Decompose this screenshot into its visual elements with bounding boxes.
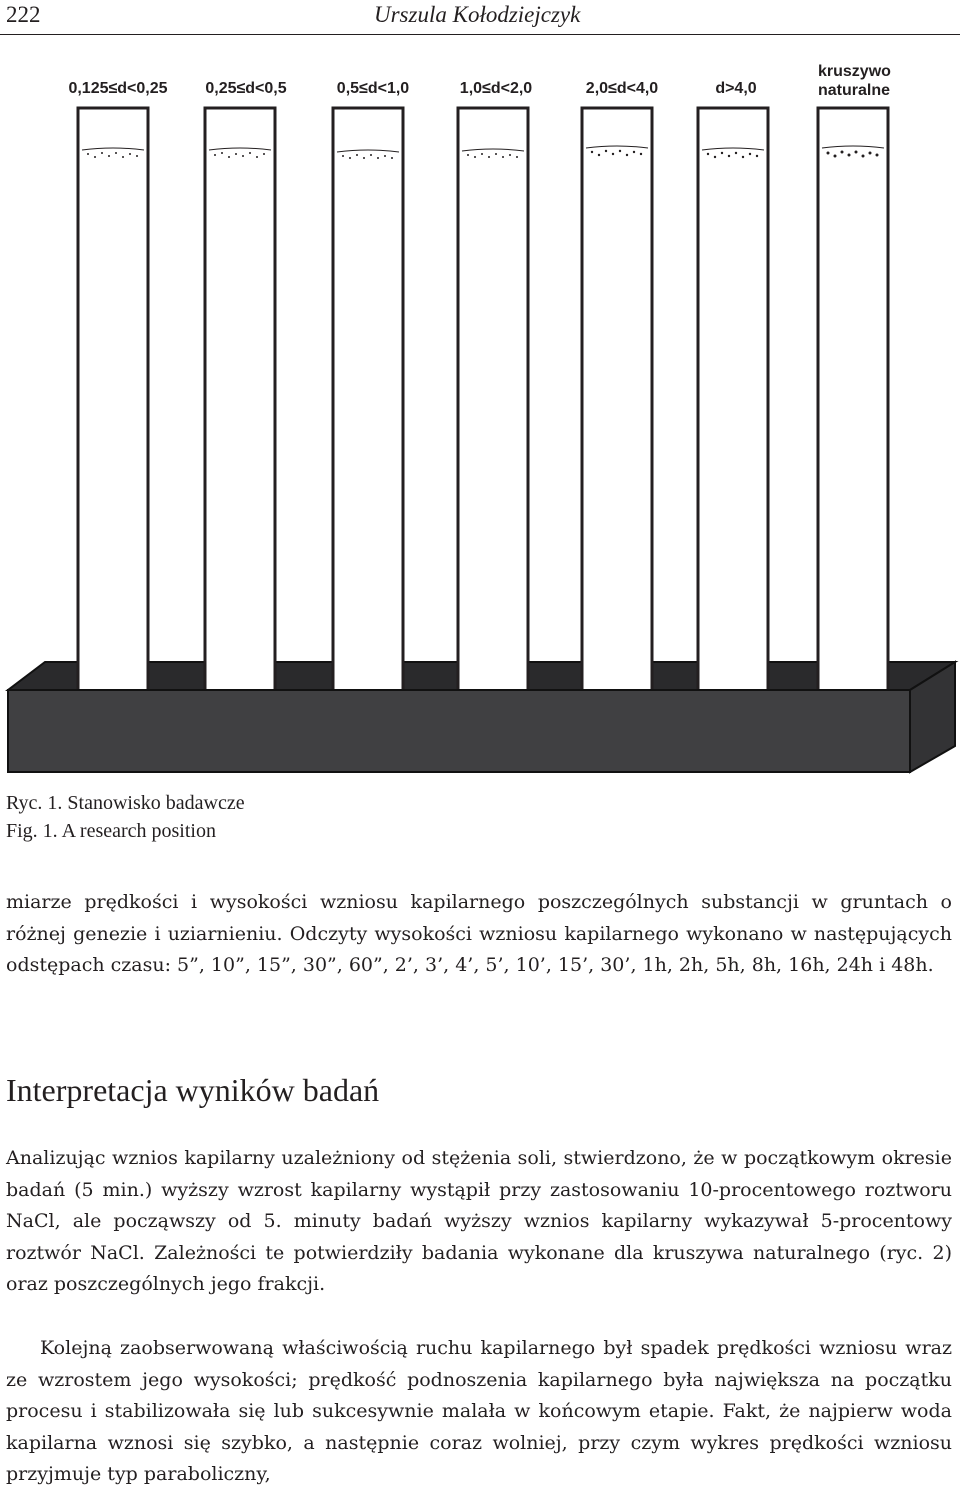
tube-label-7-line-1: kruszywo: [818, 63, 891, 80]
body-paragraph: Analizując wznios kapilarny uzależniony od stężenia soli, stwierdzono, że w początkowym okresie badań (5 min.) wyższy wzrost kapilarny wystąpił przy zastosowaniu 10-procentowego roztworu NaCl, ale począwszy od 5. minuty badań wyższy wznios kapilarny wykazywał 5-procentowy roztwór NaCl. Zależności te potwierdziły badania wykonane dla kruszywa naturalnego (ryc. 2) oraz poszczególnych jego frakcji.: [6, 1147, 952, 1296]
page-number: 222: [6, 2, 41, 27]
tube-1: [78, 108, 148, 705]
tube-label-1: 0,125≤d<0,25: [68, 80, 168, 97]
research-setup-diagram: [0, 50, 960, 780]
header-rule: [0, 34, 960, 35]
figure-caption-en: Fig. 1. A research position: [6, 820, 216, 842]
figure-caption-pl: Ryc. 1. Stanowisko badawcze: [6, 792, 245, 814]
tube-4: [458, 108, 528, 705]
research-setup-figure: [0, 50, 960, 780]
tube-5: [582, 108, 652, 705]
tube-label-5: 2,0≤d<4,0: [585, 80, 659, 97]
tube-label-4: 1,0≤d<2,0: [459, 80, 533, 97]
tube-2: [205, 108, 275, 705]
tube-label-6: d>4,0: [715, 80, 757, 97]
tube-label-2: 0,25≤d<0,5: [205, 80, 287, 97]
tube-label-3: 0,5≤d<1,0: [336, 80, 410, 97]
tube-7: [818, 108, 888, 705]
running-head: Urszula Kołodziejczyk: [374, 2, 581, 27]
page-header: [0, 0, 960, 36]
tray-front: [8, 690, 910, 772]
body-paragraph: Kolejną zaobserwowaną właściwością ruchu kapilarnego był spadek prędkości wzniosu wraz ze wzrostem jego wysokości; prędkość podnoszenia kapilarnego była największa na początku procesu i stabilizowała się lub sukcesywnie malała w końcowym etapie. Fakt, że najpierw woda kapilarna wznosi się szybko, a następnie coraz wolniej, przy czym wykres prędkości wzniosu przyjmuje typ paraboliczny,: [6, 1337, 952, 1486]
tube-label-7-line-2: naturalne: [818, 82, 891, 99]
body-paragraph: miarze prędkości i wysokości wzniosu kapilarnego poszczególnych substancji w gruntach o różnej genezie i uziarnieniu. Odczyty wysokości wzniosu kapilarnego wykonano w następujących odstępach czasu: 5”, 10”, 15”, 30”, 60”, 2’, 3’, 4’, 5’, 10’, 15’, 30’, 1h, 2h, 5h, 8h, 16h, 24h i 48h.: [6, 891, 952, 977]
tube-3: [333, 108, 403, 705]
section-heading: Interpretacja wyników badań: [6, 1072, 380, 1108]
tube-6: [698, 108, 768, 705]
